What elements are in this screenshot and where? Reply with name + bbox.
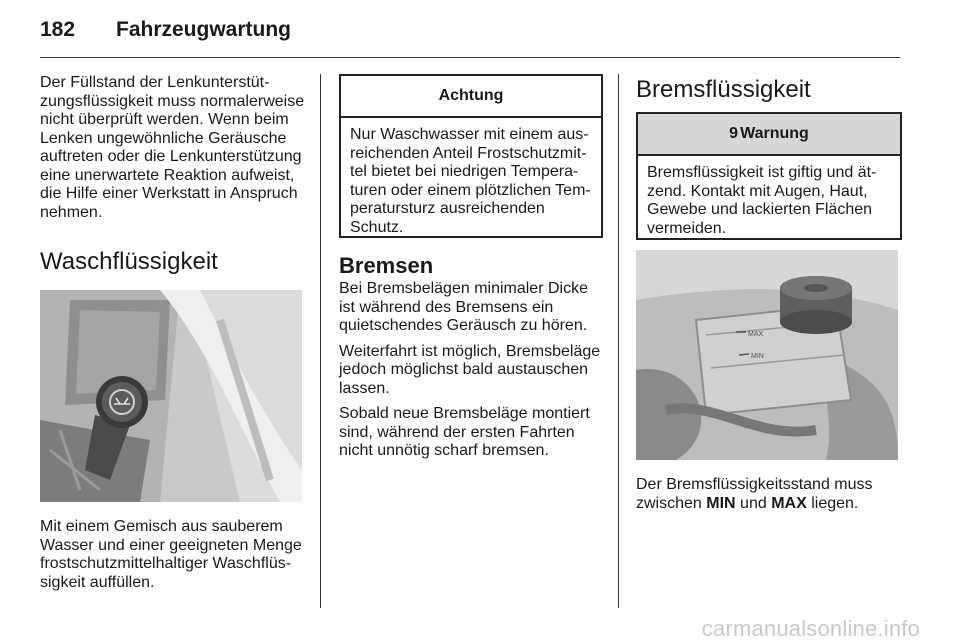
caution-text: Nur Waschwasser mit einem aus-reichenden Anteil Frostschutzmit-tel bietet bei niedrigen Tempera-turen oder einem plötzlichen Tem-peratursturz ausreichenden Schutz. [350, 126, 591, 236]
reservoir-min-mark: MIN [751, 353, 764, 360]
brakes-paragraph-3: Sobald neue Bremsbeläge montiert sind, während der ersten Fahrten nicht unnötig scharf bremsen. [339, 405, 590, 459]
column-2 [339, 74, 603, 461]
steering-fluid-paragraph: Der Füllstand der Lenkunterstüt-zungsflüssigkeit muss normalerweise nicht überprüft werden. Wenn beim Lenken ungewöhnliche Geräusche auftreten oder die Lenkunterstützung eine unerwartete Reaktion aufweist, die Hilfe einer Werkstatt in Anspruch nehmen. [40, 74, 305, 221]
brakes-paragraph-1: Bei Bremsbelägen minimaler Dicke ist während des Bremsens ein quietschendes Geräusch zu hören. [339, 280, 588, 334]
brake-fluid-caption [636, 476, 902, 513]
washer-reservoir-photo [40, 290, 302, 502]
min-label: MIN [706, 494, 736, 512]
caption-text-start: Der Bremsflüssigkeitsstand muss zwischen [636, 476, 873, 512]
column-divider-1 [320, 74, 321, 608]
page-number: 182 [40, 18, 76, 41]
warning-icon: 9 [729, 125, 739, 142]
brakes-heading: Bremsen [339, 253, 434, 278]
column-1 [40, 74, 306, 592]
caution-title: Achtung [341, 76, 601, 118]
page-title: Fahrzeugwartung [116, 18, 292, 41]
washer-fluid-caption: Mit einem Gemisch aus sauberem Wasser und einer geeigneten Menge frostschutzmittelhaltiger Waschflüs-sigkeit auffüllen. [40, 518, 302, 591]
brake-fluid-reservoir-photo [636, 250, 898, 460]
max-label: MAX [771, 494, 807, 512]
warning-title: Warnung [740, 125, 809, 142]
warning-header [638, 114, 900, 156]
caption-text-and: und [740, 494, 767, 512]
brakes-paragraph-2: Weiterfahrt ist möglich, Bremsbeläge jedoch möglichst bald austauschen lassen. [339, 342, 601, 397]
header-divider [40, 57, 900, 58]
page-header [40, 18, 291, 48]
column-3 [636, 74, 902, 513]
column-divider-2 [618, 74, 619, 608]
washer-fluid-heading: Waschflüssigkeit [40, 248, 218, 275]
warning-box [636, 112, 902, 240]
reservoir-max-mark: MAX [748, 331, 764, 338]
warning-text: Bremsflüssigkeit ist giftig und ät-zend. Kontakt mit Augen, Haut, Gewebe und lackierten Flächen vermeiden. [647, 164, 877, 237]
watermark: carmanualsonline.info [701, 616, 920, 641]
caption-text-end: liegen. [811, 494, 859, 512]
caution-box [339, 74, 603, 238]
brake-fluid-heading: Bremsflüssigkeit [636, 76, 811, 103]
